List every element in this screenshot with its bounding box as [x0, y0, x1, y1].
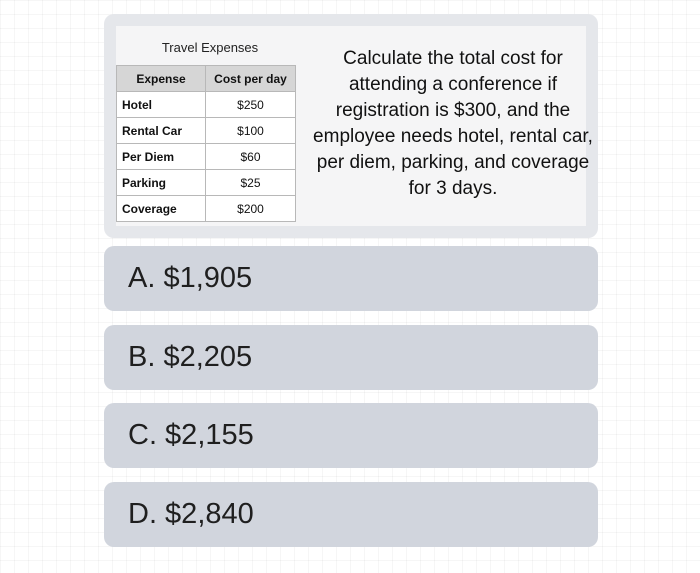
- cost-cell: $250: [206, 92, 296, 118]
- cost-cell: $200: [206, 196, 296, 222]
- table-header-row: [117, 66, 296, 92]
- expense-cell: Parking: [117, 170, 206, 196]
- table-row: [117, 144, 296, 170]
- table-caption: Travel Expenses: [161, 40, 259, 55]
- expense-cell: Coverage: [117, 196, 206, 222]
- table-header-cost: Cost per day: [206, 66, 296, 92]
- question-text: Calculate the total cost for attending a conference if registration is $300, and the employee needs hotel, rental car, per diem, parking, and coverage for 3 days.: [313, 48, 593, 199]
- table-header-expense: Expense: [117, 66, 206, 92]
- answer-option-label: B. $2,205: [128, 341, 253, 373]
- answer-option-label: D. $2,840: [128, 498, 254, 530]
- answer-option-a[interactable]: [104, 246, 598, 311]
- table-row: [117, 196, 296, 222]
- table-row: [117, 92, 296, 118]
- expense-cell: Rental Car: [117, 118, 206, 144]
- answer-option-b[interactable]: [104, 325, 598, 390]
- travel-expenses-table: [116, 65, 296, 222]
- answer-option-label: A. $1,905: [128, 262, 253, 294]
- expense-cell: Hotel: [117, 92, 206, 118]
- expense-cell: Per Diem: [117, 144, 206, 170]
- cost-cell: $25: [206, 170, 296, 196]
- cost-cell: $100: [206, 118, 296, 144]
- question-image: [116, 26, 593, 226]
- table-row: [117, 118, 296, 144]
- cost-cell: $60: [206, 144, 296, 170]
- answer-option-label: C. $2,155: [128, 419, 254, 451]
- table-row: [117, 170, 296, 196]
- answer-option-d[interactable]: [104, 482, 598, 547]
- question-card: [104, 14, 598, 238]
- answer-option-c[interactable]: [104, 403, 598, 468]
